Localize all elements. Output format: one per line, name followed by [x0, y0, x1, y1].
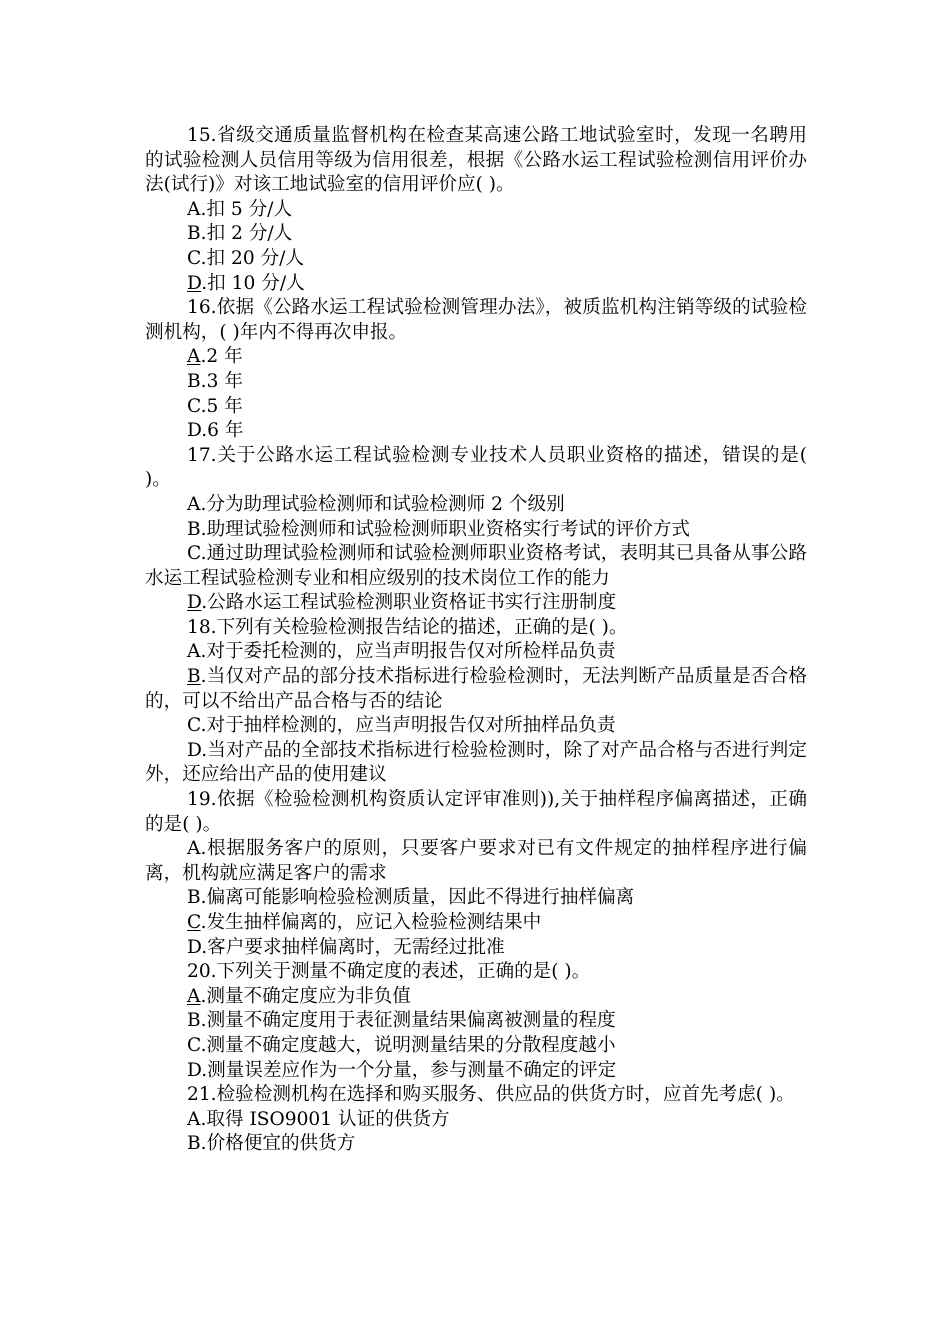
option-letter: A — [187, 641, 201, 663]
option-text: .通过助理试验检测师和试验检测师职业资格考试，表明其已具备从事公路水运工程试验检测专业和相应级别的技术岗位工作的能力 — [145, 543, 807, 589]
option-text: .公路水运工程试验检测职业资格证书实行注册制度 — [201, 592, 617, 614]
option-letter: C — [187, 395, 201, 417]
option-15-c — [145, 247, 807, 272]
option-text: .6 年 — [201, 420, 244, 442]
question-16: 16.依据《公路水运工程试验检测管理办法》，被质监机构注销等级的试验检测机构，( )年内不得再次申报。 — [145, 297, 807, 343]
option-text: .3 年 — [200, 370, 243, 392]
option-19-d — [145, 936, 807, 961]
option-18-d — [145, 739, 807, 788]
question-18: 18.下列有关检验检测报告结论的描述，正确的是( )。 — [187, 616, 628, 638]
option-17-b — [145, 518, 807, 543]
option-text: .当仅对产品的部分技术指标进行检验检测时，无法判断产品质量是否合格的，可以不给出产品合格与否的结论 — [145, 666, 807, 712]
option-text: .根据服务客户的原则，只要客户要求对已有文件规定的抽样程序进行偏离，机构就应满足客户的需求 — [145, 838, 807, 884]
answer-letter: C — [187, 912, 201, 933]
option-letter: C — [187, 543, 201, 565]
option-text: .对于委托检测的，应当声明报告仅对所检样品负责 — [200, 641, 616, 663]
option-text: .发生抽样偏离的，应记入检验检测结果中 — [200, 912, 542, 933]
option-15-b — [145, 222, 807, 247]
option-21-b — [145, 1132, 807, 1157]
option-19-b — [145, 886, 807, 911]
option-text: .价格便宜的供货方 — [200, 1133, 356, 1155]
option-letter: C — [187, 1034, 201, 1056]
option-20-d — [145, 1059, 807, 1084]
option-letter: B — [187, 887, 201, 909]
question-list — [145, 124, 807, 1157]
answer-letter: A — [187, 346, 201, 368]
option-text: .助理试验检测师和试验检测师职业资格实行考试的评价方式 — [200, 518, 691, 540]
option-text: .对于抽样检测的，应当声明报告仅对所抽样品负责 — [200, 715, 616, 737]
option-20-c — [145, 1034, 807, 1059]
option-text: .客户要求抽样偏离时，无需经过批准 — [201, 936, 505, 958]
option-letter: D — [187, 739, 202, 761]
option-text: .扣 2 分/人 — [200, 223, 293, 245]
option-20-b — [145, 1009, 807, 1034]
option-text: .5 年 — [200, 395, 243, 417]
option-letter: A — [187, 198, 201, 220]
option-letter: A — [187, 1108, 201, 1130]
option-letter: D — [187, 1059, 202, 1081]
option-17-c — [145, 542, 807, 591]
option-text: .测量误差应作为一个分量，参与测量不确定的评定 — [201, 1059, 617, 1081]
option-16-c — [145, 395, 807, 420]
option-17-d — [145, 591, 807, 616]
option-letter: A — [187, 493, 201, 515]
option-text: .测量不确定度用于表征测量结果偏离被测量的程度 — [200, 1010, 616, 1032]
question-17: 17.关于公路水运工程试验检测专业技术人员职业资格的描述，错误的是( )。 — [145, 444, 807, 491]
option-19-a — [145, 837, 807, 886]
question-20: 20.下列关于测量不确定度的表述，正确的是( )。 — [187, 961, 591, 983]
option-letter: B — [187, 1010, 201, 1032]
option-text: .分为助理试验检测师和试验检测师 2 个级别 — [200, 493, 565, 515]
option-letter: D — [187, 420, 202, 442]
option-text: .扣 20 分/人 — [200, 247, 305, 269]
option-21-a — [145, 1108, 807, 1133]
answer-letter: D — [187, 592, 202, 614]
option-16-b — [145, 370, 807, 395]
option-letter: B — [187, 370, 201, 392]
option-18-c — [145, 714, 807, 739]
option-letter: B — [187, 518, 201, 540]
question-19: 19.依据《检验检测机构资质认定评审准则)),关于抽样程序偏离描述，正确的是( )。 — [145, 789, 807, 835]
option-15-d — [145, 272, 807, 297]
option-text: .取得 ISO9001 认证的供货方 — [200, 1108, 450, 1130]
option-text: .扣 10 分/人 — [201, 272, 305, 294]
option-letter: B — [187, 1133, 201, 1155]
answer-letter: D — [187, 272, 202, 294]
option-15-a — [145, 198, 807, 223]
option-17-a — [145, 493, 807, 518]
question-21: 21.检验检测机构在选择和购买服务、供应品的供货方时，应首先考虑( )。 — [187, 1084, 795, 1106]
option-letter: C — [187, 247, 201, 269]
option-letter: D — [187, 936, 202, 958]
option-text: .偏离可能影响检验检测质量，因此不得进行抽样偏离 — [200, 887, 635, 909]
option-19-c — [145, 911, 807, 936]
option-18-b — [145, 665, 807, 714]
question-15: 15.省级交通质量监督机构在检查某高速公路工地试验室时，发现一名聘用的试验检测人员信用等级为信用很差，根据《公路水运工程试验检测信用评价办法(试行)》对该工地试验室的信用评价应( )。 — [145, 125, 807, 196]
answer-letter: A — [187, 985, 201, 1007]
option-text: .测量不确定度应为非负值 — [200, 985, 411, 1007]
answer-letter: B — [187, 666, 201, 688]
option-text: .扣 5 分/人 — [200, 198, 293, 220]
option-letter: B — [187, 223, 201, 245]
option-18-a — [145, 640, 807, 665]
option-16-a — [145, 345, 807, 370]
option-letter: C — [187, 715, 201, 737]
option-text: .2 年 — [200, 346, 243, 368]
option-20-a — [145, 985, 807, 1010]
option-letter: A — [187, 838, 201, 860]
option-16-d — [145, 419, 807, 444]
option-text: .当对产品的全部技术指标进行检验检测时，除了对产品合格与否进行判定外，还应给出产品的使用建议 — [145, 739, 807, 786]
option-text: .测量不确定度越大，说明测量结果的分散程度越小 — [200, 1034, 616, 1056]
